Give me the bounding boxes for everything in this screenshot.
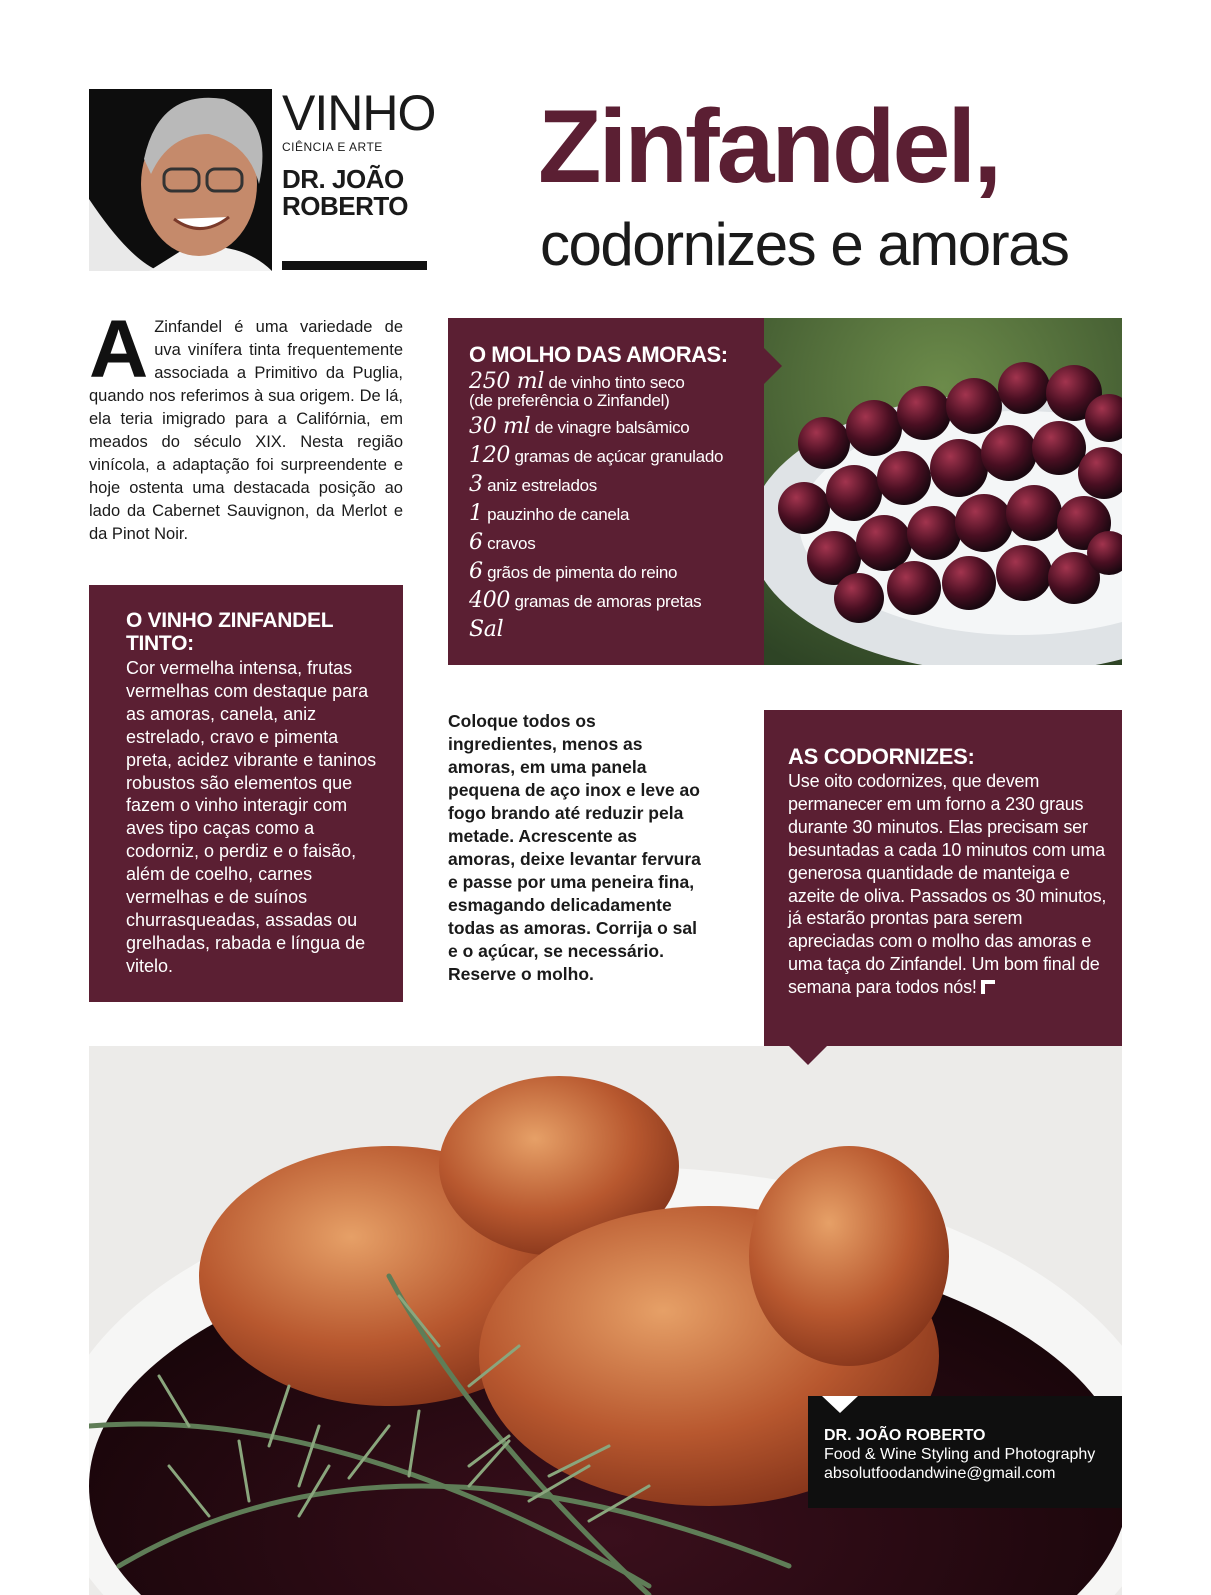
ingredients-title: O MOLHO DAS AMORAS: [469,342,728,367]
ingredient-item: 400 gramas de amoras pretas [469,588,702,613]
ingredient-item: 250 ml de vinho tinto seco [469,369,685,394]
intro-text: Zinfandel é uma variedade de uva vinífera tinta frequentemente associada a Primitivo da Puglia, quando nos referimos à sua origem. De lá, ela teria imigrado para a Califórnia, em meados do século XIX. Nesta região vinícola, a adaptação foi surpreendente e hoje ostenta uma destacada posição ao lado da Cabernet Sauvignon, da Merlot e da Pinot Noir. [89,318,403,543]
ingredients-box [448,318,764,665]
header-rule [282,261,427,270]
quail-box-text: Use oito codornizes, que devem permanecer em um forno a 230 graus durante 30 minutos. Elas precisam ser besuntadas a cada 10 minutos com uma generosa quantidade de manteiga e azeite de oliva. Passados os 30 minutos, já estarão prontas para serem apreciadas com o molho das amoras e uma taça do Zinfandel. Um bom final de semana para todos nós! [788,771,1107,998]
article-subheadline: codornizes e amoras [540,211,1069,278]
ingredient-item: 1 pauzinho de canela [469,501,630,526]
article-headline: Zinfandel, [538,89,1000,205]
ingredient-item: 3 aniz estrelados [469,472,597,497]
ingredients-pointer [764,348,782,384]
author-photo [89,89,272,271]
column-subtitle: CIÊNCIA E ARTE [282,140,383,154]
intro-paragraph [89,304,403,546]
end-mark-icon [981,980,995,994]
roasted-quail-photo [89,1046,1122,1595]
ingredient-item: 30 ml de vinagre balsâmico [469,414,690,439]
drop-cap: A [89,304,149,395]
credit-name: DR. JOÃO ROBERTO [824,1427,986,1444]
credit-role: Food & Wine Styling and Photography [824,1446,1096,1463]
column-title: VINHO [282,85,436,141]
quail-box-pointer [789,1046,827,1065]
blackberries-photo [764,318,1122,665]
wine-box-text: Cor vermelha intensa, frutas vermelhas com destaque para as amoras, canela, aniz estrelado, cravo e pimenta preta, acidez vibrante e taninos robustos são elementos que fazem o vinho interagir com aves tipo caças como a codorniz, o perdiz e o faisão, além de coelho, carnes vermelhas e de suínos churrasqueadas, assadas ou grelhadas, rabada e língua de vitelo. [126,658,377,976]
instructions-text: Coloque todos os ingredientes, menos as amoras, em uma panela pequena de aço inox e leve ao fogo brando até reduzir pela metade. Acrescente as amoras, deixe levantar fervura e passe por uma peneira fina, esmagando delicadamente todas as amoras. Corrija o sal e o açúcar, se necessário. Reserve o molho. [448,711,701,984]
wine-notes-box [89,585,403,1002]
ingredient-item: 6 cravos [469,530,536,555]
ingredient-item: 6 grãos de pimenta do reino [469,559,678,584]
quail-box [764,710,1122,1046]
quail-box-title: AS CODORNIZES: [788,744,975,769]
author-name: DR. JOÃO ROBERTO [282,164,409,221]
ingredient-item: (de preferência o Zinfandel) [469,391,670,410]
credit-email: absolutfoodandwine@gmail.com [824,1465,1056,1482]
credit-pointer [822,1396,858,1413]
wine-box-title: O VINHO ZINFANDEL TINTO: [126,609,333,655]
ingredient-item: 120 gramas de açúcar granulado [469,443,724,468]
ingredient-item: Sal [469,617,504,642]
